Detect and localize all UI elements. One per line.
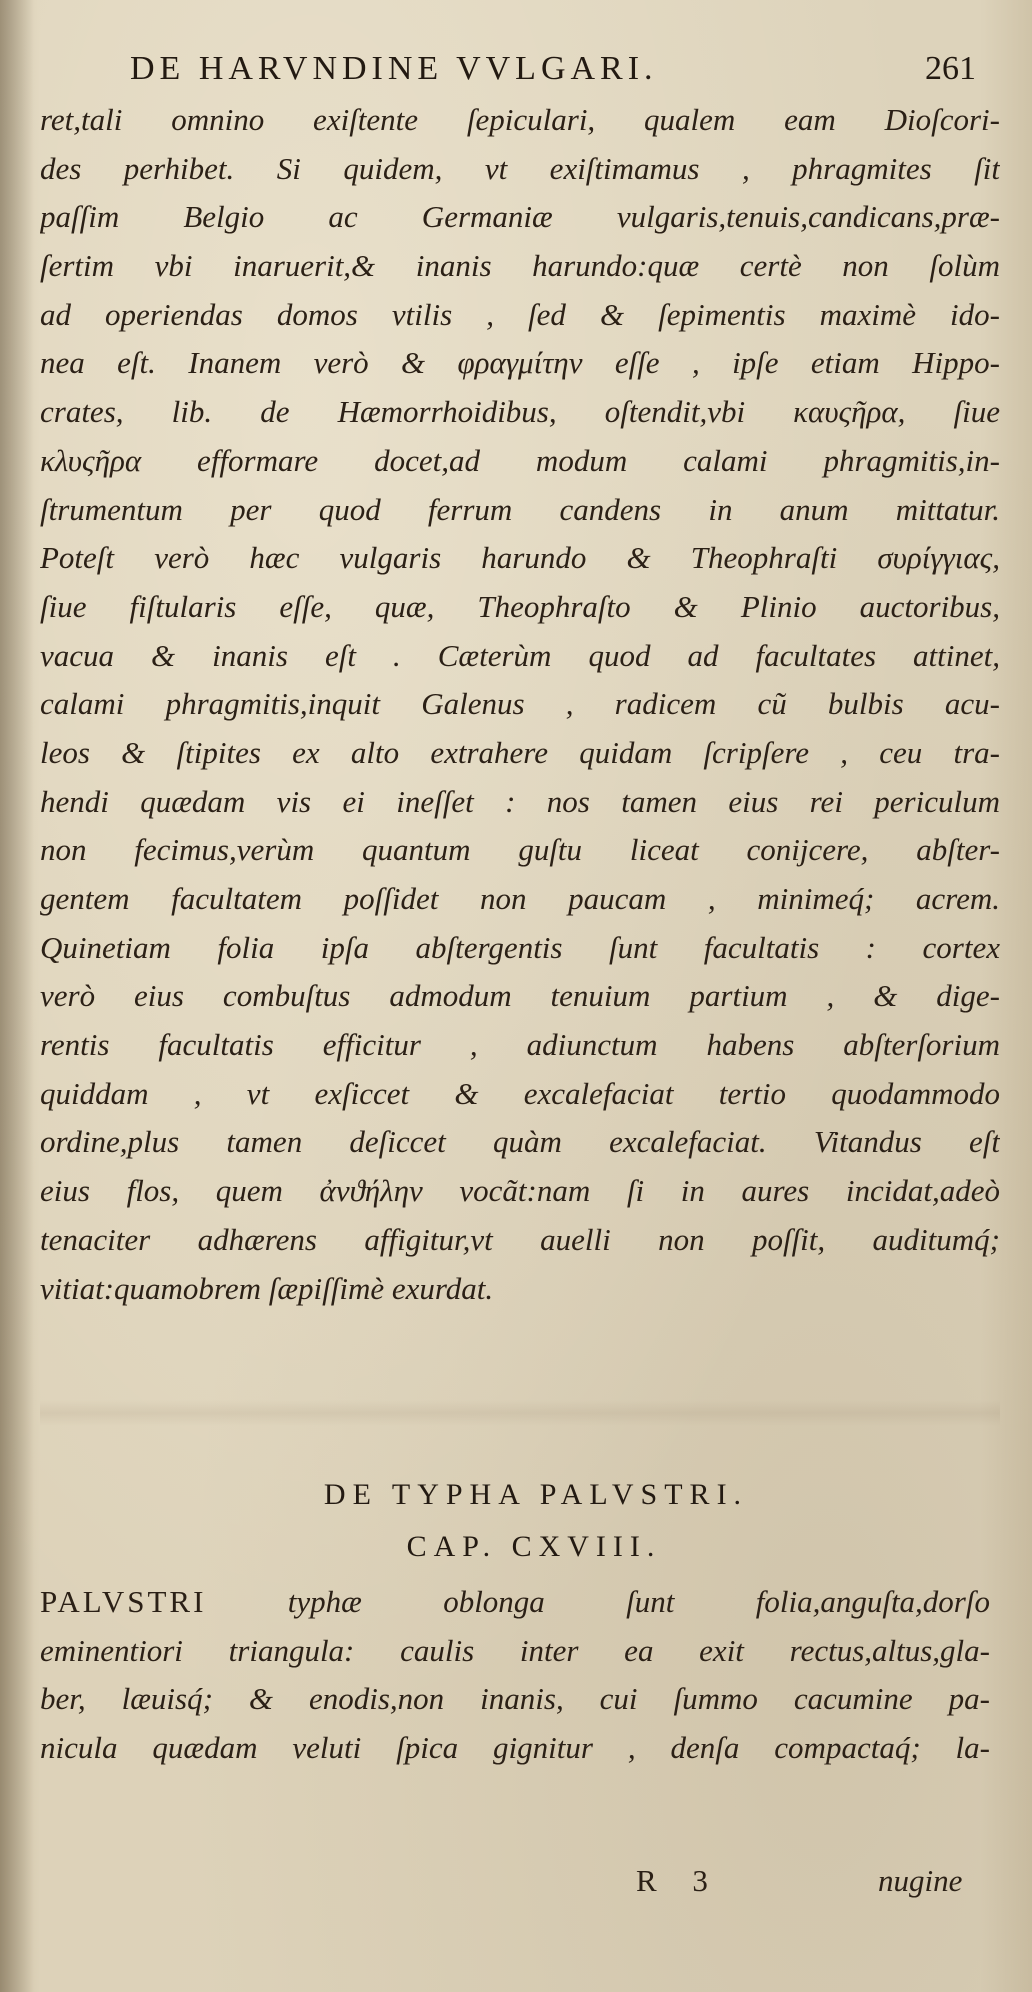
page-footer xyxy=(0,1857,1032,1905)
text-line: crates, lib. de Hæmorrhoidibus, oſtendit,vbi καυςῆρα, ſiue xyxy=(40,394,1000,430)
text-line: nicula quædam veluti ſpica gignitur , denſa compactaq́; la- xyxy=(40,1730,990,1766)
text-line: ſiue fiſtularis eſſe, quæ, Theophraſto & Plinio auctoribus, xyxy=(40,588,1000,624)
text-line: ad operiendas domos vtilis , ſed & ſepimentis maximè ido- xyxy=(40,296,1000,332)
text-line: calami phragmitis,inquit Galenus , radicem cũ bulbis acu- xyxy=(40,686,1000,722)
main-text-block xyxy=(40,96,1000,1313)
text-line: verò eius combuſtus admodum tenuium partium , & dige- xyxy=(40,978,1000,1014)
page-number: 261 xyxy=(925,50,976,87)
text-line: gentem facultatem poſſidet non paucam , minimeq́; acrem. xyxy=(40,881,1000,916)
text-line: ret,tali omnino exiſtente ſepiculari, qualem eam Dioſcori- xyxy=(40,102,1000,137)
text-line: hendi quædam vis ei ineſſet : nos tamen eius rei periculum xyxy=(40,783,1000,819)
section-title: DE TYPHA PALVSTRI. xyxy=(323,1478,749,1511)
signature-mark: R 3 xyxy=(636,1863,722,1898)
running-title: DE HARVNDINE VVLGARI. xyxy=(130,50,658,87)
text-line: eminentiori triangula: caulis inter ea exit rectus,altus,gla- xyxy=(40,1632,990,1668)
text-line: paſſim Belgio ac Germaniæ vulgaris,tenuis,candicans,præ- xyxy=(40,199,1000,235)
text-line: tenaciter adhærens affigitur,vt auelli non poſſit, auditumq́; xyxy=(40,1221,1000,1257)
first-line-text: typhæ oblonga ſunt folia,anguſta,dorſo xyxy=(206,1584,990,1619)
text-line: nea eſt. Inanem verò & φραγμίτην eſſe , ipſe etiam Hippo- xyxy=(40,345,1000,381)
text-line: Poteſt verò hæc vulgaris harundo & Theophraſti συρίγγιας, xyxy=(40,540,1000,576)
initial-word: PALVSTRI xyxy=(40,1584,207,1619)
text-line: ordine,plus tamen deſiccet quàm excalefaciat. Vitandus eſt xyxy=(40,1124,1000,1160)
text-line: quiddam , vt exſiccet & excalefaciat tertio quodammodo xyxy=(40,1075,1000,1111)
text-line: vitiat:quamobrem ſæpiſſimè exurdat. xyxy=(40,1270,494,1306)
text-line: rentis facultatis efficitur , adiunctum habens abſterſorium xyxy=(40,1027,1000,1063)
text-line: κλυςῆρα efformare docet,ad modum calami phragmitis,in- xyxy=(40,442,1000,478)
text-line: eius flos, quem ἀνϑήλην vocãt:nam ſi in aures incidat,adeò xyxy=(40,1173,1000,1209)
text-line: Quinetiam folia ipſa abſtergentis ſunt facultatis : cortex xyxy=(40,929,1000,965)
catchword: nugine xyxy=(878,1863,963,1898)
chapter-text-block xyxy=(40,1578,990,1773)
text-line: ſertim vbi inaruerit,& inanis harundo:quæ certè non ſolùm xyxy=(40,248,1000,284)
page-header xyxy=(130,50,980,96)
text-line: leos & ſtipites ex alto extrahere quidam ſcripſere , ceu tra- xyxy=(40,734,1000,770)
text-line: non fecimus,verùm quantum guſtu liceat conijcere, abſter- xyxy=(40,832,1000,868)
text-line: ber, læuisq́; & enodis,non inanis, cui ſummo cacumine pa- xyxy=(40,1681,990,1717)
chapter-number: CAP. CXVIII. xyxy=(406,1530,662,1563)
text-line: des perhibet. Si quidem, vt exiſtimamus , phragmites ſit xyxy=(40,150,1000,186)
text-line: ſtrumentum per quod ferrum candens in anum mittatur. xyxy=(40,491,1000,527)
chapter-first-line xyxy=(40,1578,990,1627)
text-line: vacua & inanis eſt . Cæterùm quod ad facultates attinet, xyxy=(40,637,1000,673)
gutter-shadow xyxy=(0,0,34,1992)
show-through-shading xyxy=(40,1400,1000,1426)
